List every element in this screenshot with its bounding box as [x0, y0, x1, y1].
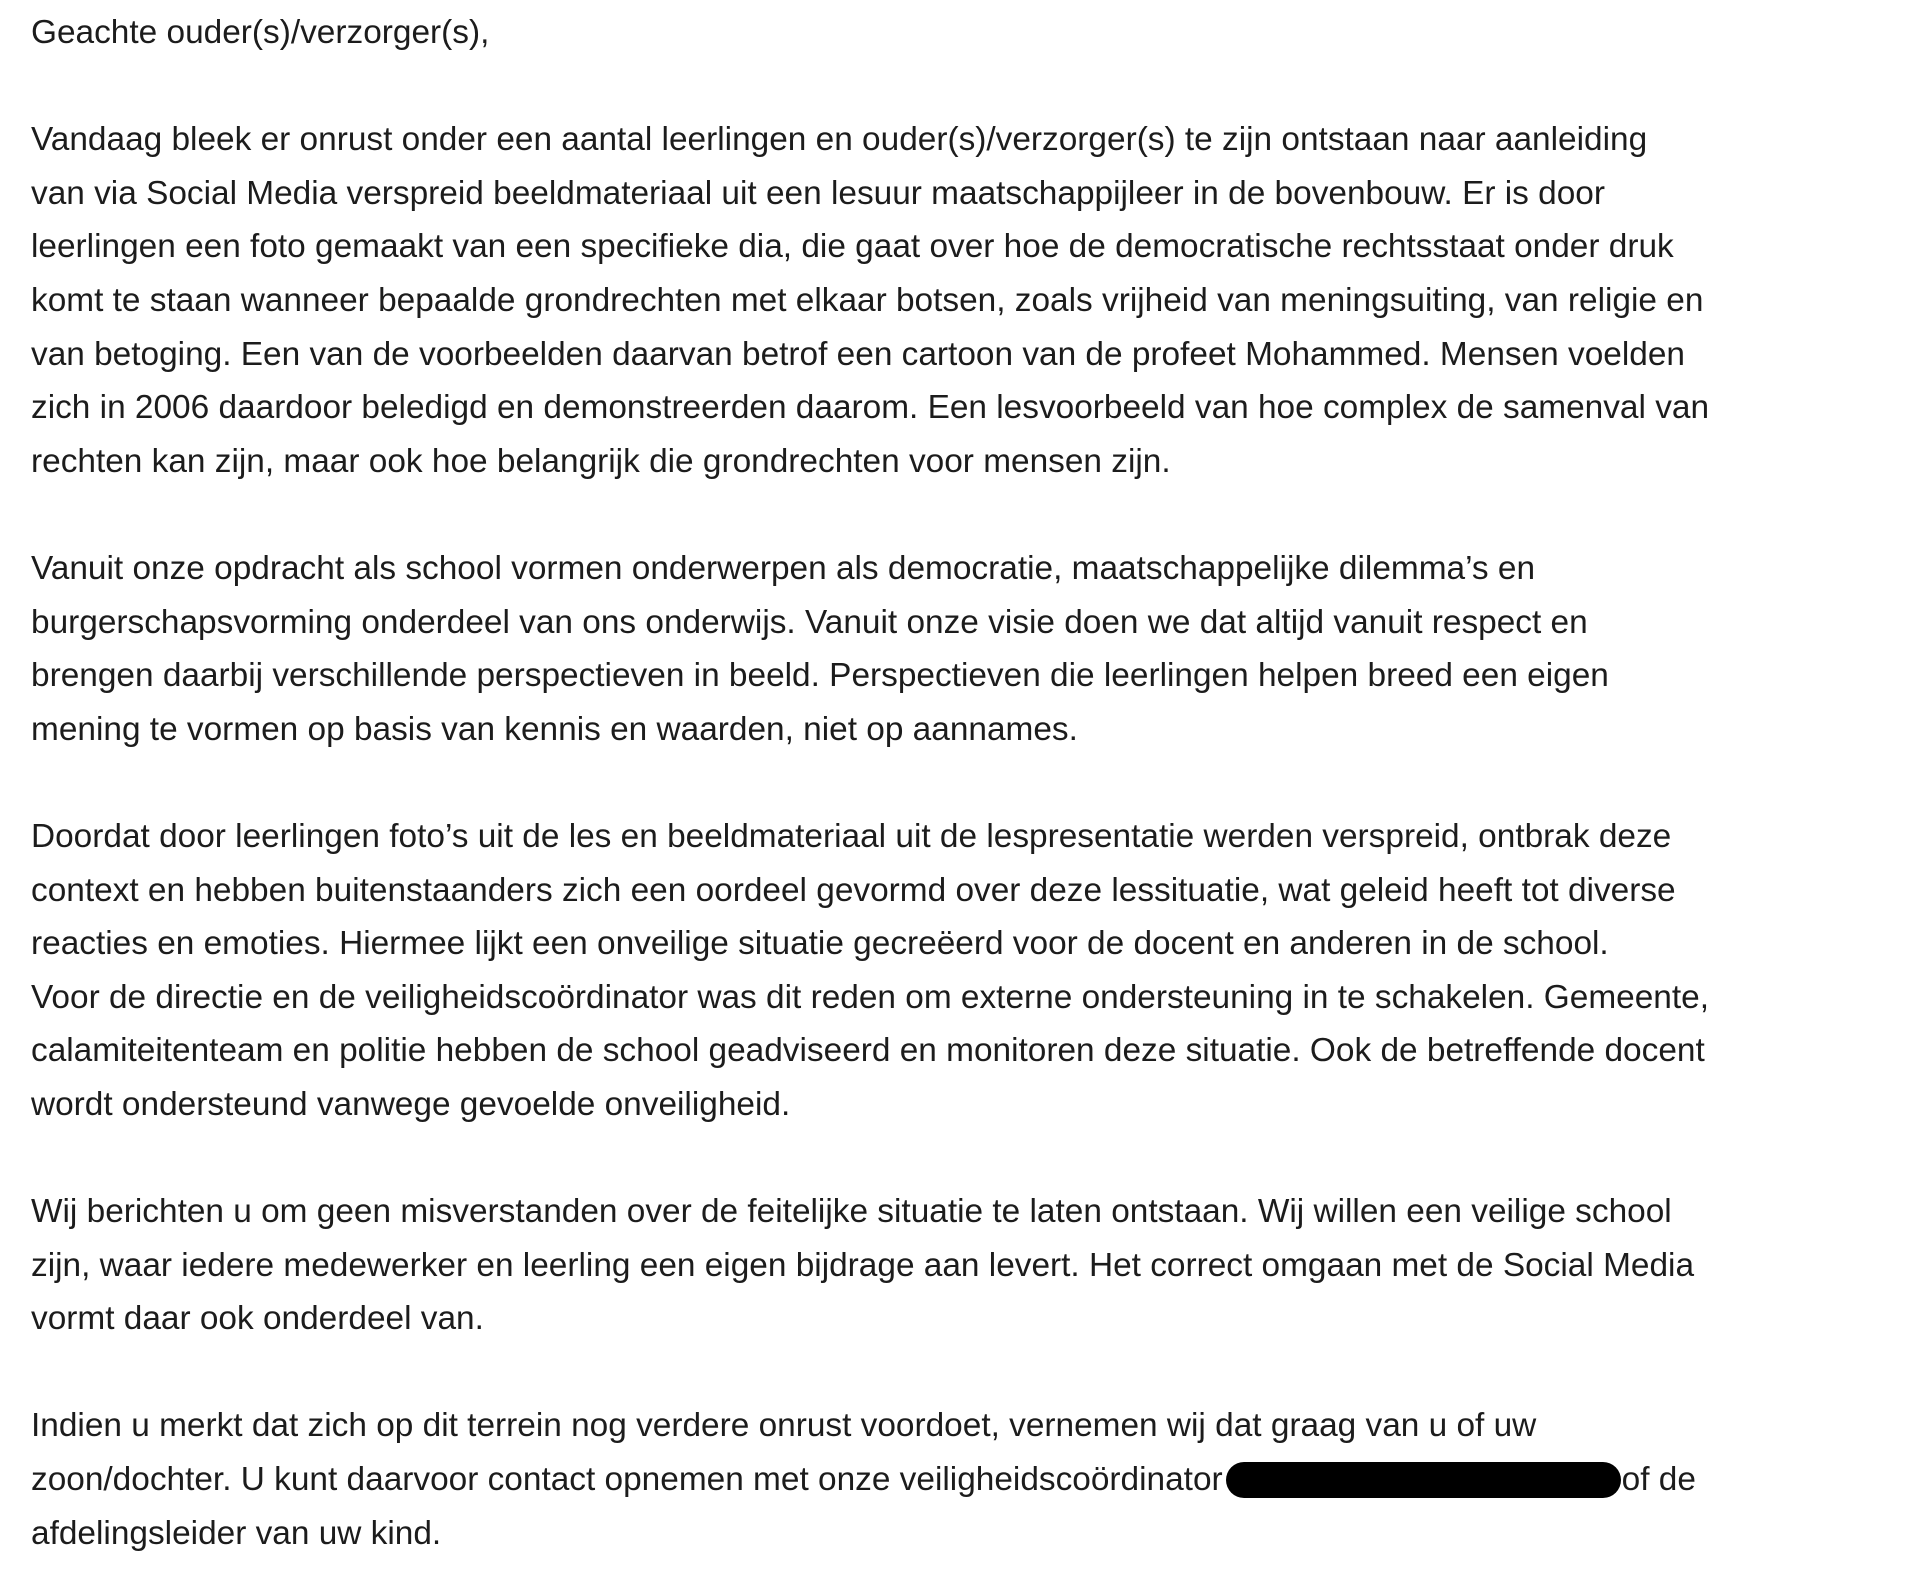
closing-paragraph [31, 1399, 1911, 1560]
paragraph-line: Vanuit onze opdracht als school vormen onderwerpen als democratie, maatschappelijke dilemma’s en [31, 549, 1536, 587]
paragraph-3 [31, 810, 1911, 1132]
paragraph-gap [31, 756, 1911, 810]
paragraph-gap [31, 60, 1911, 114]
paragraph-gap [31, 1131, 1911, 1185]
paragraph-line: brengen daarbij verschillende perspectieven in beeld. Perspectieven die leerlingen helpen breed een eigen [31, 657, 1609, 695]
paragraph-line: van via Social Media verspreid beeldmateriaal uit een lesuur maatschappijleer in de bovenbouw. Er is door [31, 174, 1605, 212]
paragraph-line: context en hebben buitenstaanders zich een oordeel gevormd over deze lessituatie, wat geleid heeft tot diverse [31, 871, 1676, 909]
paragraph-line [31, 1453, 1911, 1507]
contact-text-end: of de [1621, 1461, 1696, 1499]
paragraph-line: Doordat door leerlingen foto’s uit de les en beeldmateriaal uit de lespresentatie werden verspreid, ontbrak deze [31, 817, 1672, 855]
paragraph-line: reacties en emoties. Hiermee lijkt een onveilige situatie gecreëerd voor de docent en anderen in de school. [31, 925, 1609, 963]
paragraph-gap [31, 1346, 1911, 1400]
paragraph-4 [31, 1185, 1911, 1346]
paragraph-line: Voor de directie en de veiligheidscoördinator was dit reden om externe ondersteuning in te schakelen. Gemeente, [31, 978, 1709, 1016]
paragraph-line: burgerschapsvorming onderdeel van ons onderwijs. Vanuit onze visie doen we dat altijd vanuit respect en [31, 603, 1588, 641]
paragraph-line: Wij berichten u om geen misverstanden over de feitelijke situatie te laten ontstaan. Wij willen een veilige school [31, 1193, 1672, 1231]
contact-text: zoon/dochter. U kunt daarvoor contact opnemen met onze veiligheidscoördinator [31, 1461, 1223, 1499]
letter-body [31, 6, 1911, 1560]
paragraph-line: komt te staan wanneer bepaalde grondrechten met elkaar botsen, zoals vrijheid van meningsuiting, van religie en [31, 281, 1704, 319]
paragraph-line: vormt daar ook onderdeel van. [31, 1300, 484, 1338]
paragraph-line: Vandaag bleek er onrust onder een aantal leerlingen en ouder(s)/verzorger(s) te zijn ontstaan naar aanleiding [31, 121, 1648, 159]
paragraph-line: mening te vormen op basis van kennis en waarden, niet op aannames. [31, 710, 1078, 748]
paragraph-line: zich in 2006 daardoor beledigd en demonstreerden daarom. Een lesvoorbeeld van hoe complex de samenval van [31, 389, 1710, 427]
paragraph-line: calamiteitenteam en politie hebben de school geadviseerd en monitoren deze situatie. Ook de betreffende docent [31, 1032, 1705, 1070]
paragraph-line: afdelingsleider van uw kind. [31, 1514, 442, 1552]
paragraph-2 [31, 542, 1911, 756]
paragraph-line: rechten kan zijn, maar ook hoe belangrijk die grondrechten voor mensen zijn. [31, 442, 1171, 480]
paragraph-line: leerlingen een foto gemaakt van een specifieke dia, die gaat over hoe de democratische rechtsstaat onder druk [31, 228, 1674, 266]
paragraph-line: van betoging. Een van de voorbeelden daarvan betrof een cartoon van de profeet Mohammed. Mensen voelden [31, 335, 1685, 373]
paragraph-line: wordt ondersteund vanwege gevoelde onveiligheid. [31, 1085, 791, 1123]
paragraph-1 [31, 113, 1911, 488]
paragraph-line: zijn, waar iedere medewerker en leerling een eigen bijdrage aan levert. Het correct omgaan met de Social Media [31, 1246, 1695, 1284]
redaction-bar [1226, 1462, 1621, 1498]
paragraph-line: Indien u merkt dat zich op dit terrein nog verdere onrust voordoet, vernemen wij dat graag van u of uw [31, 1407, 1537, 1445]
salutation: Geachte ouder(s)/verzorger(s), [31, 14, 490, 51]
paragraph-gap [31, 488, 1911, 542]
